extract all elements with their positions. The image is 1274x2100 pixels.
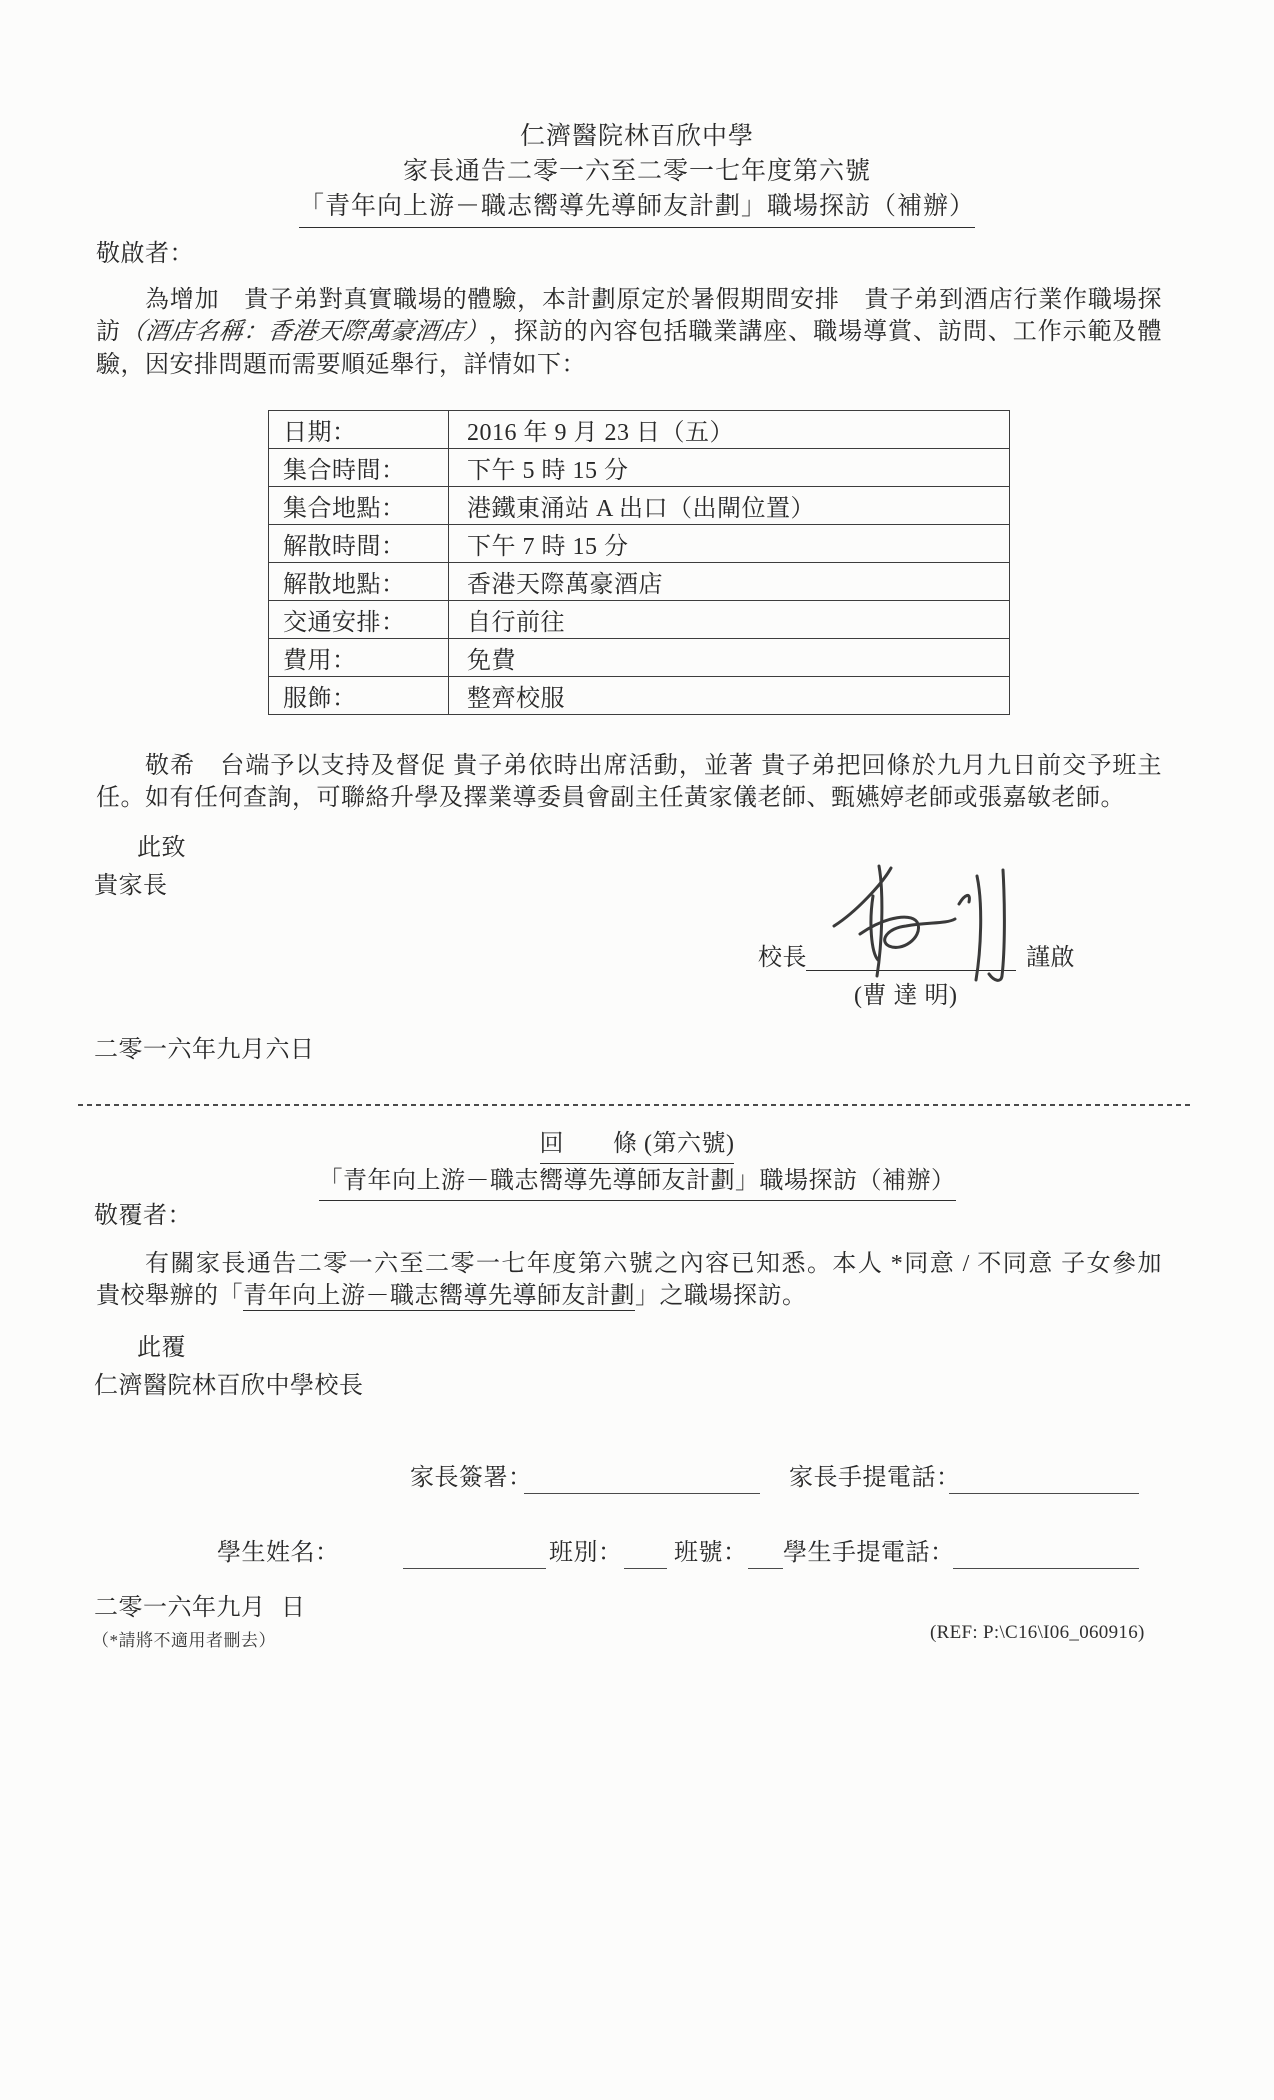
detail-value: 整齊校服 <box>449 677 1010 715</box>
student-name-blank <box>403 1568 546 1569</box>
detail-value: 2016 年 9 月 23 日（五） <box>449 411 1010 449</box>
class-no-label: 班號： <box>674 1540 748 1566</box>
footnote: （*請將不適用者刪去） <box>92 1631 276 1650</box>
recipient: 貴家長 <box>94 873 168 899</box>
school-name: 仁濟醫院林百欣中學 <box>519 123 754 150</box>
salutation: 敬啟者： <box>96 241 194 267</box>
reply-event-title <box>0 1165 1274 1201</box>
intro-line-2-post: ，探訪的內容包括職業講座、職場導賞、訪問、工作示範及體 <box>488 319 1163 346</box>
intro-line-1: 為增加 貴子弟對真實職場的體驗，本計劃原定於暑假期間安排 貴子弟到酒店行業作職場探 <box>145 287 1162 313</box>
hotel-name-italic: （酒店名稱：香港天際萬豪酒店） <box>119 319 491 346</box>
detail-value: 免費 <box>449 639 1010 677</box>
student-name-label: 學生姓名： <box>217 1540 340 1566</box>
reply-paragraph <box>96 1248 1162 1313</box>
detail-label: 交通安排： <box>269 601 449 639</box>
reply-salutation: 敬覆者： <box>94 1203 192 1229</box>
cifu: 此覆 <box>137 1335 186 1361</box>
detail-value: 下午 7 時 15 分 <box>449 525 1010 563</box>
detail-label: 解散時間： <box>269 525 449 563</box>
support-line-1: 敬希 台端予以支持及督促 貴子弟依時出席活動，並著 貴子弟把回條於九月九日前交予班主 <box>145 753 1162 779</box>
support-paragraph <box>96 750 1162 815</box>
reply-line-1: 有關家長通告二零一六至二零一七年度第六號之內容已知悉。本人 *同意 / 不同意 子女參加 <box>145 1251 1162 1277</box>
intro-line-2 <box>96 316 1162 348</box>
reply-date-prefix: 二零一六年九月 <box>94 1595 266 1621</box>
reply-addressee: 仁濟醫院林百欣中學校長 <box>94 1373 364 1399</box>
table-row <box>269 449 1010 487</box>
parent-phone-blank <box>949 1493 1139 1494</box>
detail-label: 集合地點： <box>269 487 449 525</box>
detail-value: 自行前往 <box>449 601 1010 639</box>
detail-label: 集合時間： <box>269 449 449 487</box>
parent-signature-label: 家長簽署： <box>410 1465 533 1491</box>
parent-signature-blank <box>524 1493 760 1494</box>
principal-signature-scribble <box>818 862 1038 984</box>
principal-label: 校長 <box>758 945 807 971</box>
reply-date-day: 日 <box>281 1595 306 1621</box>
table-row <box>269 639 1010 677</box>
cut-line <box>78 1104 1190 1106</box>
reply-event-title-text: 「青年向上游－職志嚮導先導師友計劃」職場探訪（補辦） <box>319 1165 956 1201</box>
student-phone-blank <box>953 1568 1139 1569</box>
reply-line-2 <box>96 1280 1162 1312</box>
event-title-text: 「青年向上游－職志嚮導先導師友計劃」職場探訪（補辦） <box>299 190 975 228</box>
cizhi: 此致 <box>137 835 186 861</box>
class-blank <box>624 1568 667 1569</box>
parent-phone-label: 家長手提電話： <box>789 1465 961 1491</box>
table-row <box>269 487 1010 525</box>
intro-line-2-pre: 訪 <box>96 319 121 346</box>
detail-label: 服飾： <box>269 677 449 715</box>
detail-label: 解散地點： <box>269 563 449 601</box>
event-title <box>0 190 1274 228</box>
table-row <box>269 563 1010 601</box>
table-row <box>269 677 1010 715</box>
detail-label: 日期： <box>269 411 449 449</box>
class-no-blank <box>748 1568 783 1569</box>
support-line-2: 任。如有任何查詢，可聯絡升學及擇業導委員會副主任黃家儀老師、甄嬿婷老師或張嘉敏老師。 <box>96 785 1125 812</box>
reply-line-2-pre: 貴校舉辦的「 <box>96 1283 243 1310</box>
class-label: 班別： <box>549 1540 623 1566</box>
principal-name: (曹 達 明) <box>854 983 958 1009</box>
intro-paragraph <box>96 284 1162 381</box>
reply-line-2-post: 」之職場探訪。 <box>635 1283 807 1310</box>
table-row <box>269 601 1010 639</box>
reply-title-text: 回 條 (第六號) <box>540 1128 735 1164</box>
student-phone-label: 學生手提電話： <box>783 1540 955 1566</box>
event-details-table <box>268 410 1010 715</box>
detail-value: 港鐵東涌站 A 出口（出閘位置） <box>449 487 1010 525</box>
detail-value: 香港天際萬豪酒店 <box>449 563 1010 601</box>
file-reference: (REF: P:\C16\I06_060916) <box>930 1622 1145 1643</box>
table-row <box>269 411 1010 449</box>
notice-number-line: 家長通告二零一六至二零一七年度第六號 <box>402 158 871 185</box>
sign-date: 二零一六年九月六日 <box>94 1037 315 1063</box>
detail-value: 下午 5 時 15 分 <box>449 449 1010 487</box>
intro-line-3: 驗，因安排問題而需要順延舉行，詳情如下： <box>96 351 586 378</box>
detail-label: 費用： <box>269 639 449 677</box>
reply-plan-underlined: 青年向上游－職志嚮導先導師友計劃 <box>243 1283 635 1310</box>
table-row <box>269 525 1010 563</box>
jinqi: 謹啟 <box>1026 945 1075 971</box>
reply-title <box>0 1128 1274 1164</box>
